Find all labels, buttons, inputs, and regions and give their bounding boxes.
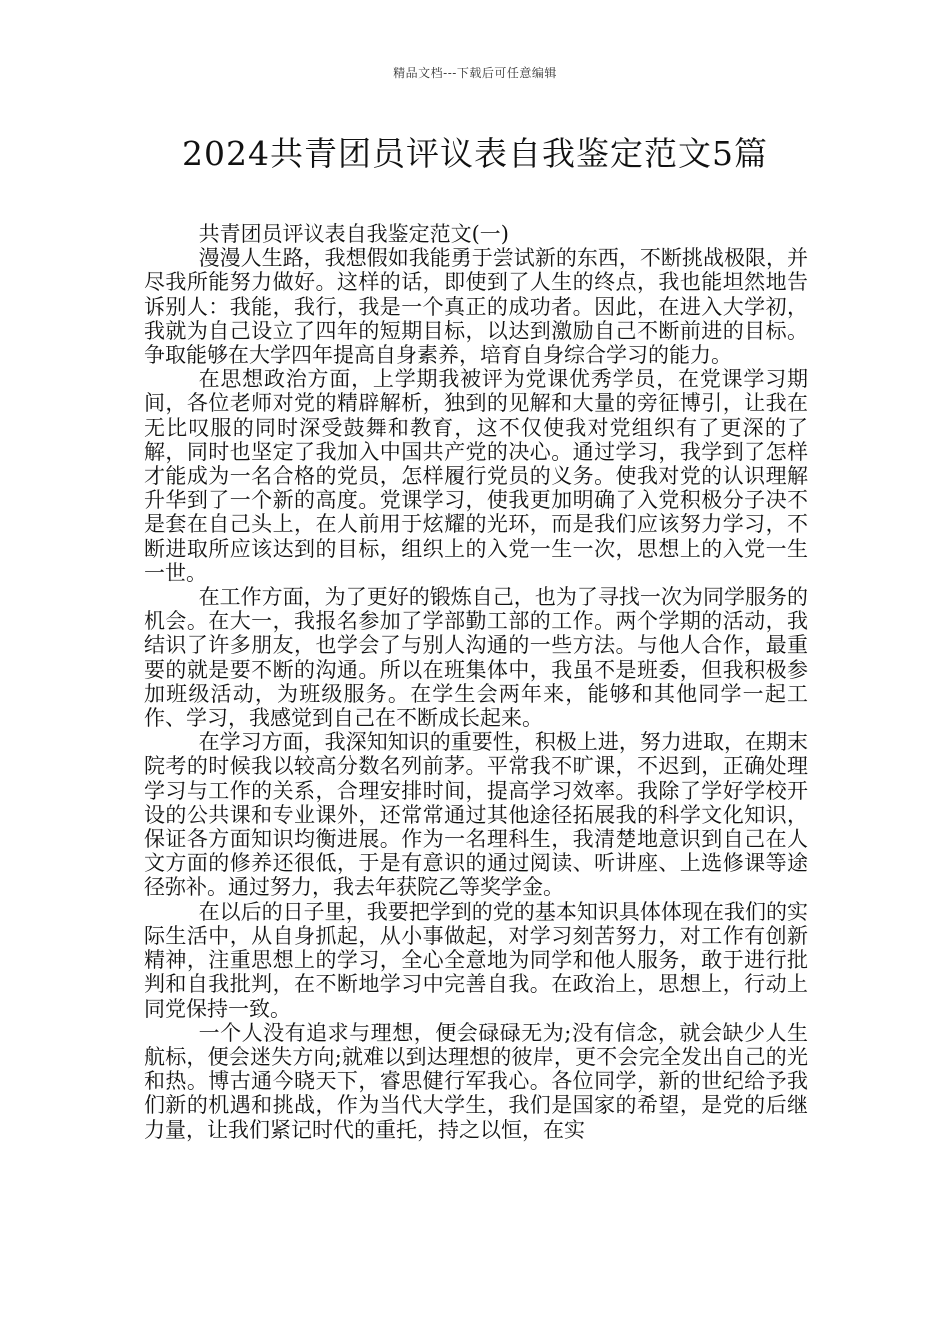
paragraph-ideals: 一个人没有追求与理想，便会碌碌无为;没有信念，就会缺少人生航标，便会迷失方向;就难以到达理想的彼岸，更不会完全发出自己的光和热。博古通今晓天下，睿思健行军我心。各位同学，新的世纪给予我们新的机遇和挑战，作为当代大学生，我们是国家的希望，是党的后继力量，让我们紧记时代的重托，持之以恒，在实 [144, 1020, 808, 1142]
paragraph-intro: 漫漫人生路，我想假如我能勇于尝试新的东西，不断挑战极限，并尽我所能努力做好。这样的话，即使到了人生的终点，我也能坦然地告诉别人：我能，我行，我是一个真正的成功者。因此，在进入大学初，我就为自己设立了四年的短期目标，以达到激励自己不断前进的目标。争取能够在大学四年提高自身素养，培育自身综合学习的能力。 [144, 246, 808, 368]
paragraph-study: 在学习方面，我深知知识的重要性，积极上进，努力进取，在期末院考的时候我以较高分数名列前茅。平常我不旷课，不迟到，正确处理学习与工作的关系，合理安排时间，提高学习效率。我除了学好学校开设的公共课和专业课外，还常常通过其他途径拓展我的科学文化知识，保证各方面知识均衡进展。作为一名理科生，我清楚地意识到自己在人文方面的修养还很低，于是有意识的通过阅读、听讲座、上选修课等途径弥补。通过努力，我去年获院乙等奖学金。 [144, 730, 808, 900]
header-note: 精品文档---下载后可任意编辑 [393, 66, 557, 80]
section-heading: 共青团员评议表自我鉴定范文(一) [198, 222, 509, 246]
paragraph-future: 在以后的日子里，我要把学到的党的基本知识具体体现在我们的实际生活中，从自身抓起，从小事做起，对学习刻苦努力，对工作有创新精神，注重思想上的学习，全心全意地为同学和他人服务，敢于进行批判和自我批判，在不断地学习中完善自我。在政治上，思想上，行动上同党保持一致。 [144, 899, 808, 1021]
paragraph-politics: 在思想政治方面，上学期我被评为党课优秀学员，在党课学习期间，各位老师对党的精辟解析，独到的见解和大量的旁征博引，让我在无比叹服的同时深受鼓舞和教育，这不仅使我对党组织有了更深的了解，同时也坚定了我加入中国共产党的决心。通过学习，我学到了怎样才能成为一名合格的党员，怎样履行党员的义务。使我对党的认识理解升华到了一个新的高度。党课学习，使我更加明确了入党积极分子决不是套在自己头上，在人前用于炫耀的光环，而是我们应该努力学习，不断进取所应该达到的目标，组织上的入党一生一次，思想上的入党一生一世。 [144, 367, 808, 585]
document-title: 2024共青团员评议表自我鉴定范文5篇 [182, 134, 768, 173]
document-body [144, 222, 808, 1142]
paragraph-work: 在工作方面，为了更好的锻炼自己，也为了寻找一次为同学服务的机会。在大一，我报名参加了学部勤工部的工作。两个学期的活动，我结识了许多朋友，也学会了与别人沟通的一些方法。与他人合作，最重要的就是要不断的沟通。所以在班集体中，我虽不是班委，但我积极参加班级活动，为班级服务。在学生会两年来，能够和其他同学一起工作、学习，我感觉到自己在不断成长起来。 [144, 585, 808, 731]
